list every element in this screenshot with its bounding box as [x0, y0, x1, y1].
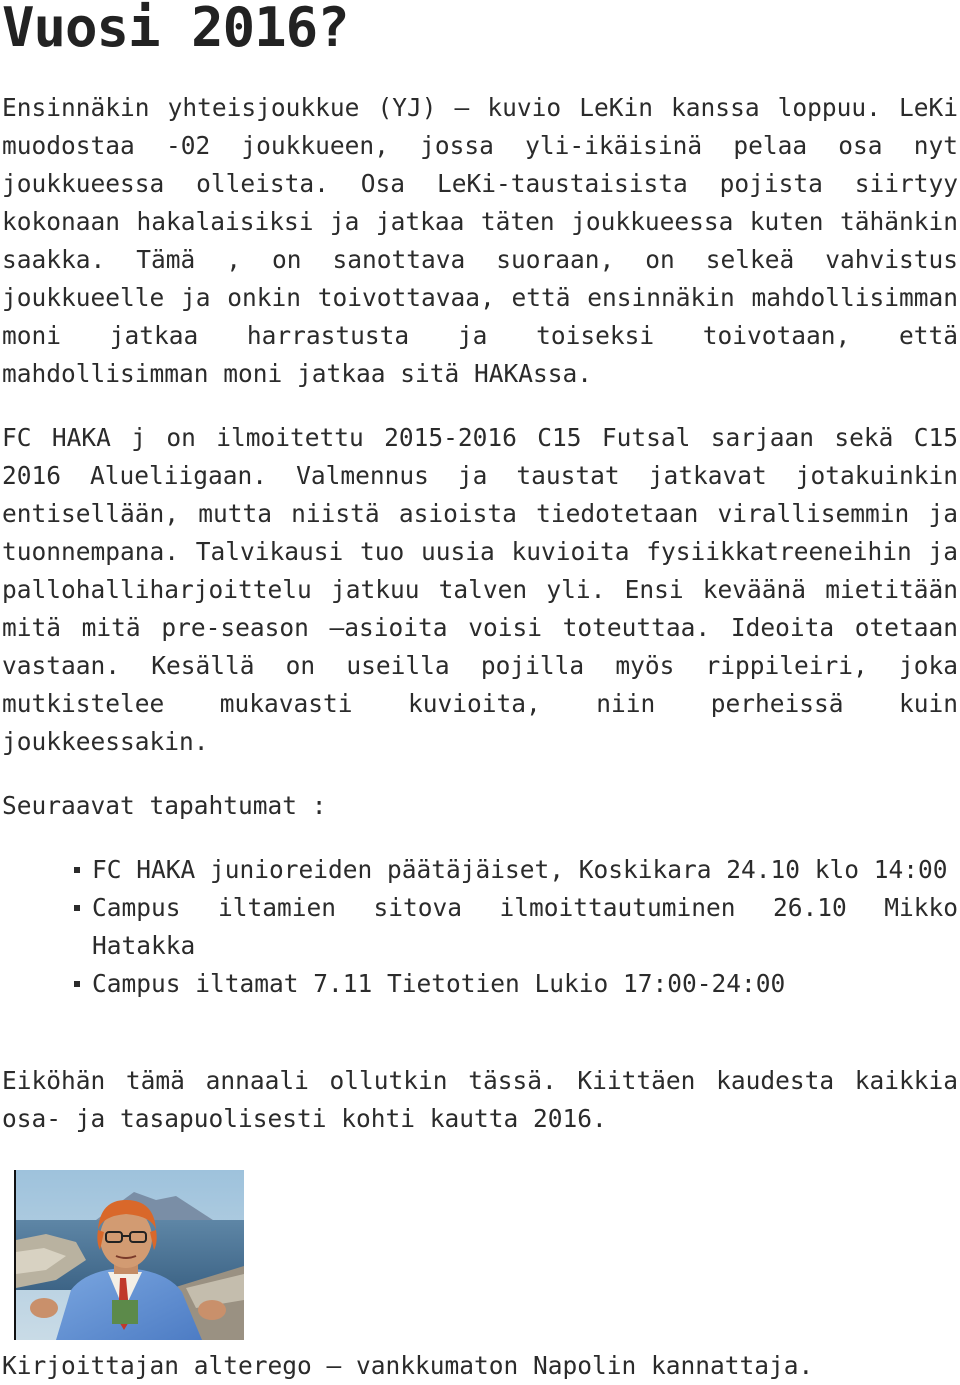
paragraph-intro: Ensinnäkin yhteisjoukkue (YJ) – kuvio LeKin kanssa loppuu. LeKi muodostaa -02 joukkueen, jossa yli-ikäisinä pelaa osa nyt joukkueessa olleista. Osa LeKi-taustaisista pojista siirtyy kokonaan hakalaisiksi ja jatkaa täten joukkueessa kuten tähänkin saakka. Tämä , on sanottava suoraan, on selkeä vahvistus joukkueelle ja onkin toivottavaa, että ensinnäkin mahdollisimman moni jatkaa harrastusta ja toiseksi toivotaan, että mahdollisimman moni jatkaa sitä HAKAssa.	[2, 93, 958, 388]
event-text: FC HAKA junioreiden päätäjäiset, Koskikara 24.10 klo 14:00	[92, 855, 948, 884]
bullet-icon	[74, 867, 80, 873]
author-photo	[14, 1170, 244, 1340]
event-text: Campus iltamat 7.11 Tietotien Lukio 17:00-24:00	[92, 969, 786, 998]
event-text: Campus iltamien sitova ilmoittautuminen 26.10 Mikko Hatakka	[92, 893, 958, 960]
list-item	[0, 889, 960, 965]
events-list	[0, 851, 960, 1003]
list-item	[0, 851, 960, 889]
paragraph-closing: Eiköhän tämä annaali ollutkin tässä. Kiittäen kaudesta kaikkia osa- ja tasapuolisesti kohti kautta 2016.	[2, 1066, 958, 1133]
page-title: Vuosi 2016?	[2, 0, 349, 59]
paragraph-season: FC HAKA j on ilmoitettu 2015-2016 C15 Futsal sarjaan sekä C15 2016 Alueliigaan. Valmennus ja taustat jatkavat jotakuinkin entisellään, mutta niistä asioista tiedotetaan virallisemmin ja tuonnempana. Talvikausi tuo uusia kuvioita fysiikkatreeneihin ja pallohalliharjoittelu jatkuu talven yli. Ensi keväänä mietitään mitä mitä pre-season –asioita voisi toteuttaa. Ideoita otetaan vastaan. Kesällä on useilla pojilla myös rippileiri, joka mutkistelee mukavasti kuvioita, niin perheissä kuin joukkeessakin.	[2, 423, 958, 756]
bullet-icon	[74, 981, 80, 987]
bullet-icon	[74, 905, 80, 911]
paragraph-events-heading: Seuraavat tapahtumat :	[2, 791, 327, 820]
list-item	[0, 965, 960, 1003]
photo-caption: Kirjoittajan alterego – vankkumaton Napolin kannattaja.	[2, 1351, 814, 1380]
